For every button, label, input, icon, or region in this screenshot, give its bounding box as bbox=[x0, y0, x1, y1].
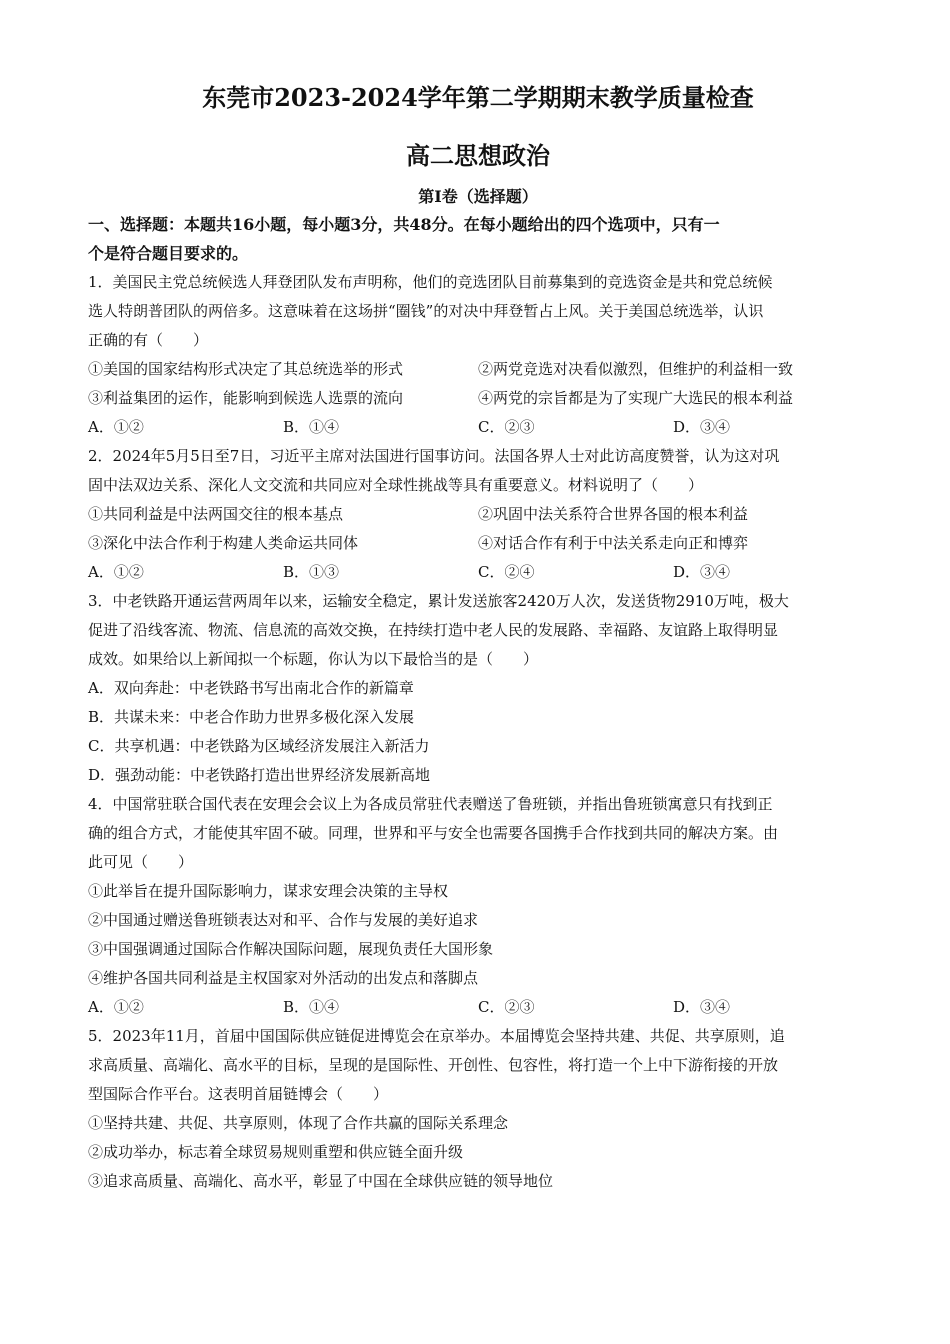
statement-item: ①坚持共建、共促、共享原则，体现了合作共赢的国际关系理念 bbox=[88, 1114, 509, 1132]
question-stem-line: 促进了沿线客流、物流、信息流的高效交换，在持续打造中老人民的发展路、幸福路、友谊路上取得明显 bbox=[88, 621, 779, 639]
statement-item: ②中国通过赠送鲁班锁表达对和平、合作与发展的美好追求 bbox=[88, 911, 479, 929]
answer-option-a: A．双向奔赴：中老铁路书写出南北合作的新篇章 bbox=[88, 679, 414, 697]
question-stem-line: 1．美国民主党总统候选人拜登团队发布声明称，他们的竞选团队目前募集到的竞选资金是共和党总统候 bbox=[88, 273, 773, 291]
answer-option-d: D．强劲动能：中老铁路打造出世界经济发展新高地 bbox=[88, 766, 431, 784]
statement-item: ④维护各国共同利益是主权国家对外活动的出发点和落脚点 bbox=[88, 969, 479, 987]
answer-option-b: B．共谋未来：中老合作助力世界多极化深入发展 bbox=[88, 708, 415, 726]
answer-option-c: C．共享机遇：中老铁路为区域经济发展注入新活力 bbox=[88, 737, 430, 755]
question-stem-line: 固中法双边关系、深化人文交流和共同应对全球性挑战等具有重要意义。材料说明了（ ） bbox=[88, 476, 704, 494]
question-stem-line: 4．中国常驻联合国代表在安理会会议上为各成员常驻代表赠送了鲁班锁，并指出鲁班锁寓意只有找到正 bbox=[88, 795, 773, 813]
question-stem-line: 3．中老铁路开通运营两周年以来，运输安全稳定，累计发送旅客2420万人次，发送货物2910万吨，极大 bbox=[88, 592, 789, 610]
answer-option-b: B．①④ bbox=[283, 418, 340, 436]
question-5 bbox=[88, 1022, 868, 1196]
answer-option-c: C．②③ bbox=[478, 418, 535, 436]
statement-item: ①美国的国家结构形式决定了其总统选举的形式 bbox=[88, 360, 404, 378]
answer-option-b: B．①④ bbox=[283, 998, 340, 1016]
statement-item: ①共同利益是中法两国交往的根本基点 bbox=[88, 505, 344, 523]
answer-option-d: D．③④ bbox=[673, 418, 731, 436]
instruction-line: 一、选择题：本题共16小题，每小题3分，共48分。在每小题给出的四个选项中，只有一 bbox=[88, 215, 720, 234]
question-stem-line: 选人特朗普团队的两倍多。这意味着在这场拼“圈钱”的对决中拜登暂占上风。关于美国总统选举，认识 bbox=[88, 302, 764, 320]
question-stem-line: 成效。如果给以上新闻拟一个标题，你认为以下最恰当的是（ ） bbox=[88, 650, 539, 668]
statement-item: ②两党竞选对决看似激烈，但维护的利益相一致 bbox=[478, 360, 794, 378]
question-4 bbox=[88, 790, 868, 1022]
question-stem-line: 此可见（ ） bbox=[88, 853, 194, 871]
statement-item: ③追求高质量、高端化、高水平，彰显了中国在全球供应链的领导地位 bbox=[88, 1172, 554, 1190]
exam-title: 东莞市2023-2024学年第二学期期末教学质量检查 bbox=[202, 83, 754, 112]
exam-content bbox=[88, 210, 868, 1196]
answer-option-a: A．①② bbox=[88, 998, 144, 1016]
question-1 bbox=[88, 268, 868, 442]
statement-item: ③深化中法合作利于构建人类命运共同体 bbox=[88, 534, 359, 552]
statement-item: ②巩固中法关系符合世界各国的根本利益 bbox=[478, 505, 749, 523]
question-stem-line: 正确的有（ ） bbox=[88, 331, 209, 349]
statement-item: ③利益集团的运作，能影响到候选人选票的流向 bbox=[88, 389, 404, 407]
question-stem-line: 型国际合作平台。这表明首届链博会（ ） bbox=[88, 1085, 389, 1103]
statement-item: ④两党的宗旨都是为了实现广大选民的根本利益 bbox=[478, 389, 794, 407]
answer-option-c: C．②④ bbox=[478, 563, 535, 581]
answer-option-b: B．①③ bbox=[283, 563, 340, 581]
answer-option-d: D．③④ bbox=[673, 998, 731, 1016]
question-3 bbox=[88, 587, 868, 790]
statement-item: ③中国强调通过国际合作解决国际问题，展现负责任大国形象 bbox=[88, 940, 494, 958]
answer-option-d: D．③④ bbox=[673, 563, 731, 581]
question-2 bbox=[88, 442, 868, 587]
statement-item: ①此举旨在提升国际影响力，谋求安理会决策的主导权 bbox=[88, 882, 449, 900]
answer-option-a: A．①② bbox=[88, 563, 144, 581]
section-heading: 第Ⅰ卷（选择题） bbox=[418, 187, 538, 206]
question-stem-line: 2．2024年5月5日至7日，习近平主席对法国进行国事访问。法国各界人士对此访高度赞誉，认为这对巩 bbox=[88, 447, 780, 465]
statement-item: ④对话合作有利于中法关系走向正和博弈 bbox=[478, 534, 749, 552]
question-stem-line: 5．2023年11月，首届中国国际供应链促进博览会在京举办。本届博览会坚持共建、共促、共享原则，追 bbox=[88, 1027, 785, 1045]
instructions bbox=[88, 210, 868, 268]
question-stem-line: 确的组合方式，才能使其牢固不破。同理，世界和平与安全也需要各国携手合作找到共同的解决方案。由 bbox=[88, 824, 779, 842]
statement-item: ②成功举办，标志着全球贸易规则重塑和供应链全面升级 bbox=[88, 1143, 464, 1161]
answer-option-c: C．②③ bbox=[478, 998, 535, 1016]
answer-option-a: A．①② bbox=[88, 418, 144, 436]
subject-title: 高二思想政治 bbox=[406, 141, 550, 170]
instruction-line: 个是符合题目要求的。 bbox=[88, 244, 249, 263]
question-stem-line: 求高质量、高端化、高水平的目标，呈现的是国际性、开创性、包容性，将打造一个上中下游衔接的开放 bbox=[88, 1056, 779, 1074]
